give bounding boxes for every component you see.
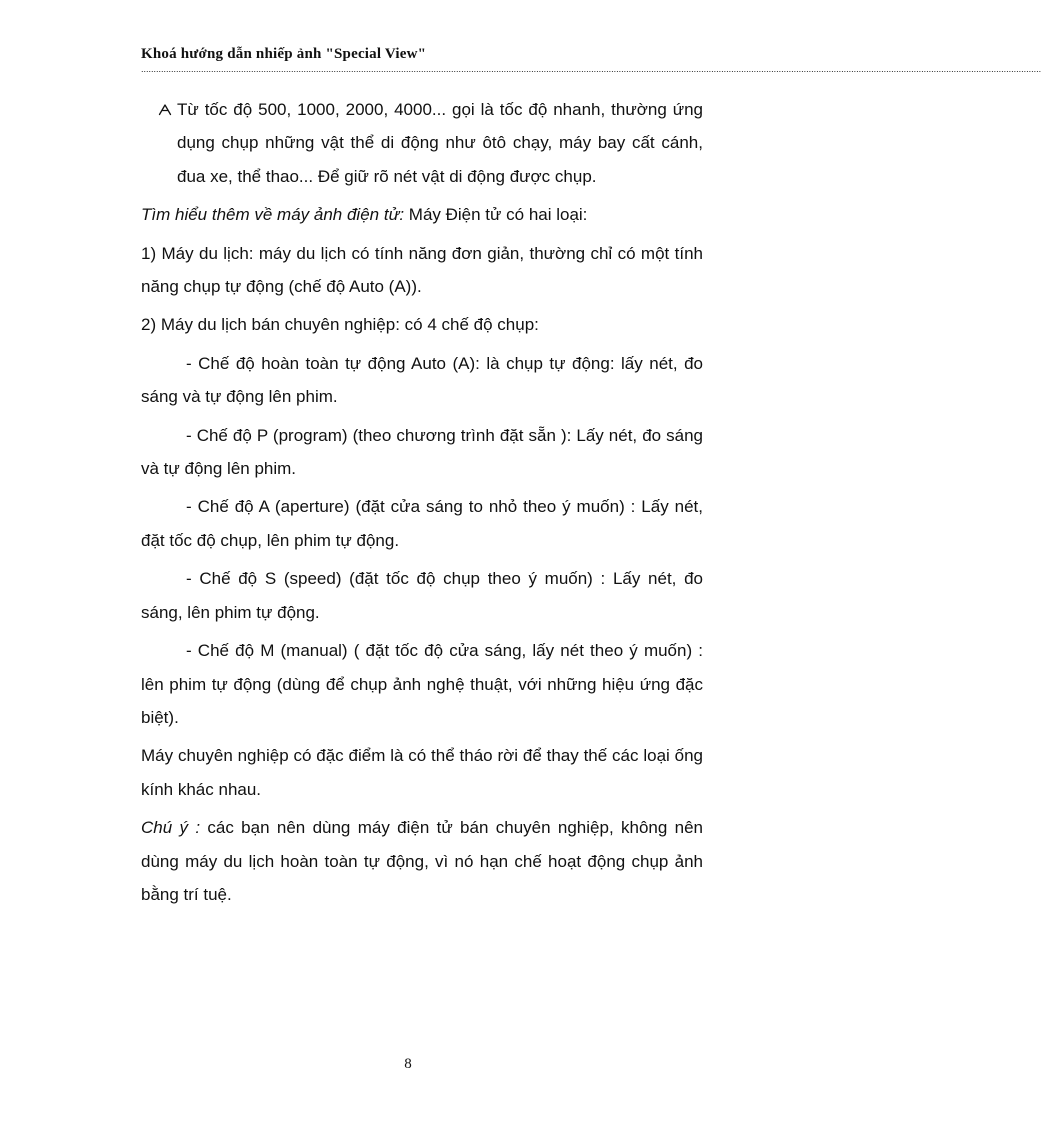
running-header-title: Khoá hướng dẫn nhiếp ảnh "Special View" bbox=[141, 46, 427, 62]
note-paragraph bbox=[141, 811, 703, 911]
pro-camera-paragraph: Máy chuyên nghiệp có đặc điểm là có thể tháo rời để thay thế các loại ống kính khác nhau. bbox=[141, 746, 703, 799]
mode-a-paragraph: - Chế độ A (aperture) (đặt cửa sáng to nhỏ theo ý muốn) : Lấy nét, đặt tốc độ chụp, lên phim tự động. bbox=[141, 497, 703, 550]
intro-italic-label: Tìm hiểu thêm về máy ảnh điện tử: bbox=[141, 205, 405, 225]
mode-p-paragraph: - Chế độ P (program) (theo chương trình đặt sẵn ): Lấy nét, đo sáng và tự động lên phim. bbox=[141, 425, 703, 479]
note-label: Chú ý : bbox=[141, 818, 201, 838]
intro-paragraph bbox=[141, 198, 703, 231]
bullet-paragraph bbox=[141, 93, 703, 193]
page-number: 8 bbox=[404, 1056, 412, 1072]
note-text: các bạn nên dùng máy điện tử bán chuyên nghiệp, không nên dùng máy du lịch hoàn toàn tự động, vì nó hạn chế hoạt động chụp ảnh bằng trí tuệ. bbox=[141, 818, 703, 904]
item-2-paragraph: 2) Máy du lịch bán chuyên nghiệp: có 4 chế độ chụp: bbox=[141, 315, 539, 335]
page-body bbox=[141, 93, 703, 916]
mode-m-paragraph: - Chế độ M (manual) ( đặt tốc độ cửa sáng, lấy nét theo ý muốn) : lên phim tự động (dùng để chụp ảnh nghệ thuật, với những hiệu ứng đặc biệt). bbox=[141, 641, 703, 727]
item-1-paragraph: 1) Máy du lịch: máy du lịch có tính năng đơn giản, thường chỉ có một tính năng chụp tự động (chế độ Auto (A)). bbox=[141, 243, 703, 297]
header-dotted-rule: ........................................................................................................................................................................................................................................................................................................................................................................ bbox=[141, 64, 1041, 74]
bullet-text: Từ tốc độ 500, 1000, 2000, 4000... gọi là tốc độ nhanh, thường ứng dụng chụp những vật thể di động như ôtô chạy, máy bay cất cánh, đua xe, thể thao... Để giữ rõ nét vật di động được chụp. bbox=[177, 100, 703, 186]
intro-text: Máy Điện tử có hai loại: bbox=[404, 205, 588, 225]
mode-s-paragraph: - Chế độ S (speed) (đặt tốc độ chụp theo ý muốn) : Lấy nét, đo sáng, lên phim tự động. bbox=[141, 569, 703, 622]
mode-auto-paragraph: - Chế độ hoàn toàn tự động Auto (A): là chụp tự động: lấy nét, đo sáng và tự động lên phim. bbox=[141, 353, 703, 407]
